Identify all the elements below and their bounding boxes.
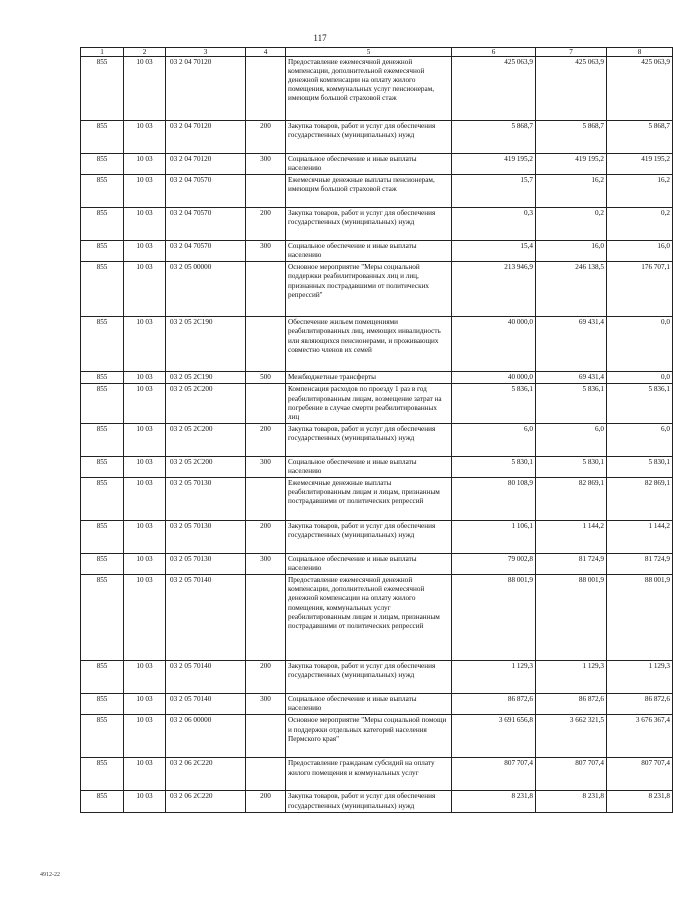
cell-admin-code: 855	[81, 241, 124, 262]
cell-expense-type	[246, 478, 286, 521]
cell-expense-type	[246, 57, 286, 121]
cell-admin-code: 855	[81, 456, 124, 477]
cell-section-code: 10 03	[124, 575, 166, 661]
cell-amount-year2: 246 138,5	[536, 262, 607, 317]
cell-description: Ежемесячные денежные выплаты пенсионерам, имеющим большой страховой стаж	[286, 175, 452, 208]
cell-description: Предоставление гражданам субсидий на оплату жилого помещения и коммунальных услуг	[286, 758, 452, 791]
cell-section-code: 10 03	[124, 208, 166, 241]
cell-description: Предоставление ежемесячной денежной компенсации, дополнительной ежемесячной денежной компенсации на оплату жилого помещения, коммунальных услуг пенсионерам, имеющим большой страховой стаж	[286, 57, 452, 121]
cell-section-code: 10 03	[124, 423, 166, 456]
cell-section-code: 10 03	[124, 694, 166, 715]
cell-expense-type	[246, 262, 286, 317]
table-row	[81, 456, 673, 477]
cell-description: Ежемесячные денежные выплаты реабилитированным лицам и лицам, признанным пострадавшими от политических репрессий	[286, 478, 452, 521]
cell-description: Компенсация расходов по проезду 1 раз в год реабилитированным лицам, возмещение затрат на погребение в случае смерти реабилитированных лиц	[286, 384, 452, 423]
cell-admin-code: 855	[81, 154, 124, 175]
cell-section-code: 10 03	[124, 478, 166, 521]
cell-amount-year1: 5 836,1	[452, 384, 536, 423]
table-row	[81, 661, 673, 694]
column-header: 3	[166, 48, 246, 57]
cell-admin-code: 855	[81, 262, 124, 317]
cell-amount-year3: 8 231,8	[607, 791, 673, 812]
cell-target-code: 03 2 04 70570	[166, 175, 246, 208]
cell-amount-year1: 15,7	[452, 175, 536, 208]
cell-target-code: 03 2 05 2С200	[166, 456, 246, 477]
cell-amount-year2: 82 869,1	[536, 478, 607, 521]
cell-amount-year1: 1 129,3	[452, 661, 536, 694]
cell-amount-year2: 5 836,1	[536, 384, 607, 423]
table-row	[81, 575, 673, 661]
column-header: 8	[607, 48, 673, 57]
cell-amount-year3: 1 144,2	[607, 521, 673, 554]
cell-amount-year1: 0,3	[452, 208, 536, 241]
cell-amount-year1: 5 830,1	[452, 456, 536, 477]
cell-amount-year2: 3 662 321,5	[536, 715, 607, 758]
cell-amount-year3: 16,2	[607, 175, 673, 208]
cell-target-code: 03 2 05 70130	[166, 521, 246, 554]
cell-amount-year1: 15,4	[452, 241, 536, 262]
cell-admin-code: 855	[81, 384, 124, 423]
cell-amount-year3: 3 676 367,4	[607, 715, 673, 758]
cell-target-code: 03 2 06 2С220	[166, 791, 246, 812]
cell-expense-type: 200	[246, 121, 286, 154]
cell-section-code: 10 03	[124, 241, 166, 262]
column-header: 6	[452, 48, 536, 57]
table-row	[81, 372, 673, 384]
cell-section-code: 10 03	[124, 384, 166, 423]
cell-expense-type: 300	[246, 694, 286, 715]
cell-amount-year2: 5 868,7	[536, 121, 607, 154]
header-row	[81, 48, 673, 57]
cell-expense-type: 300	[246, 554, 286, 575]
cell-description: Социальное обеспечение и иные выплаты населению	[286, 241, 452, 262]
table-row	[81, 208, 673, 241]
cell-target-code: 03 2 05 70140	[166, 661, 246, 694]
column-header: 4	[246, 48, 286, 57]
table-row	[81, 715, 673, 758]
cell-amount-year3: 1 129,3	[607, 661, 673, 694]
cell-expense-type: 300	[246, 241, 286, 262]
cell-expense-type: 300	[246, 456, 286, 477]
cell-section-code: 10 03	[124, 456, 166, 477]
cell-expense-type: 200	[246, 521, 286, 554]
cell-amount-year1: 1 106,1	[452, 521, 536, 554]
cell-target-code: 03 2 04 70120	[166, 121, 246, 154]
column-header: 5	[286, 48, 452, 57]
cell-section-code: 10 03	[124, 554, 166, 575]
cell-section-code: 10 03	[124, 791, 166, 812]
cell-expense-type: 300	[246, 154, 286, 175]
cell-description: Обеспечение жильем помещениями реабилитированных лиц, имеющих инвалидность или являющихся пенсионерами, и проживающих совместно членов их семей	[286, 317, 452, 372]
cell-expense-type	[246, 175, 286, 208]
cell-target-code: 03 2 04 70120	[166, 57, 246, 121]
cell-amount-year2: 419 195,2	[536, 154, 607, 175]
cell-amount-year3: 5 868,7	[607, 121, 673, 154]
cell-description: Закупка товаров, работ и услуг для обеспечения государственных (муниципальных) нужд	[286, 791, 452, 812]
cell-amount-year1: 425 063,9	[452, 57, 536, 121]
cell-description: Закупка товаров, работ и услуг для обеспечения государственных (муниципальных) нужд	[286, 423, 452, 456]
column-header: 1	[81, 48, 124, 57]
cell-amount-year3: 0,0	[607, 372, 673, 384]
cell-amount-year2: 69 431,4	[536, 372, 607, 384]
cell-admin-code: 855	[81, 694, 124, 715]
cell-section-code: 10 03	[124, 57, 166, 121]
cell-amount-year3: 419 195,2	[607, 154, 673, 175]
cell-amount-year1: 213 946,9	[452, 262, 536, 317]
cell-admin-code: 855	[81, 175, 124, 208]
cell-expense-type	[246, 317, 286, 372]
cell-admin-code: 855	[81, 575, 124, 661]
cell-target-code: 03 2 05 70130	[166, 554, 246, 575]
table-row	[81, 175, 673, 208]
cell-description: Предоставление ежемесячной денежной компенсации, дополнительной ежемесячной денежной компенсации на оплату жилого помещения, коммунальных услуг реабилитированным лицам и лицам, признанным пострадавшими от политических репрессий	[286, 575, 452, 661]
cell-amount-year3: 807 707,4	[607, 758, 673, 791]
cell-expense-type	[246, 575, 286, 661]
cell-amount-year1: 5 868,7	[452, 121, 536, 154]
table-row	[81, 121, 673, 154]
cell-admin-code: 855	[81, 715, 124, 758]
cell-amount-year3: 6,0	[607, 423, 673, 456]
cell-target-code: 03 2 05 2С190	[166, 317, 246, 372]
cell-amount-year1: 88 001,9	[452, 575, 536, 661]
cell-amount-year3: 5 836,1	[607, 384, 673, 423]
cell-admin-code: 855	[81, 521, 124, 554]
table-row	[81, 317, 673, 372]
column-header: 2	[124, 48, 166, 57]
cell-description: Закупка товаров, работ и услуг для обеспечения государственных (муниципальных) нужд	[286, 661, 452, 694]
cell-amount-year2: 1 129,3	[536, 661, 607, 694]
table-row	[81, 694, 673, 715]
cell-expense-type: 200	[246, 208, 286, 241]
table-row	[81, 521, 673, 554]
cell-expense-type: 500	[246, 372, 286, 384]
cell-target-code: 03 2 05 70140	[166, 575, 246, 661]
cell-section-code: 10 03	[124, 175, 166, 208]
table-row	[81, 423, 673, 456]
cell-section-code: 10 03	[124, 154, 166, 175]
table-row	[81, 478, 673, 521]
page-number: 117	[313, 33, 327, 43]
cell-description: Межбюджетные трансферты	[286, 372, 452, 384]
cell-admin-code: 855	[81, 423, 124, 456]
cell-target-code: 03 2 05 2С200	[166, 423, 246, 456]
table-row	[81, 154, 673, 175]
cell-description: Закупка товаров, работ и услуг для обеспечения государственных (муниципальных) нужд	[286, 121, 452, 154]
cell-amount-year1: 80 108,9	[452, 478, 536, 521]
cell-amount-year2: 1 144,2	[536, 521, 607, 554]
cell-amount-year1: 3 691 656,8	[452, 715, 536, 758]
cell-amount-year2: 86 872,6	[536, 694, 607, 715]
table-row	[81, 262, 673, 317]
cell-amount-year2: 69 431,4	[536, 317, 607, 372]
cell-amount-year1: 807 707,4	[452, 758, 536, 791]
cell-admin-code: 855	[81, 661, 124, 694]
cell-admin-code: 855	[81, 372, 124, 384]
cell-expense-type: 200	[246, 661, 286, 694]
cell-amount-year1: 79 002,8	[452, 554, 536, 575]
cell-description: Закупка товаров, работ и услуг для обеспечения государственных (муниципальных) нужд	[286, 208, 452, 241]
cell-admin-code: 855	[81, 317, 124, 372]
cell-amount-year1: 40 000,0	[452, 372, 536, 384]
cell-amount-year3: 5 830,1	[607, 456, 673, 477]
cell-amount-year3: 16,0	[607, 241, 673, 262]
cell-target-code: 03 2 06 00000	[166, 715, 246, 758]
cell-amount-year2: 807 707,4	[536, 758, 607, 791]
table-row	[81, 241, 673, 262]
cell-admin-code: 855	[81, 791, 124, 812]
cell-amount-year3: 0,0	[607, 317, 673, 372]
cell-amount-year2: 88 001,9	[536, 575, 607, 661]
table-row	[81, 758, 673, 791]
cell-amount-year2: 5 830,1	[536, 456, 607, 477]
budget-table	[80, 47, 673, 813]
cell-section-code: 10 03	[124, 317, 166, 372]
table-row	[81, 554, 673, 575]
cell-amount-year2: 6,0	[536, 423, 607, 456]
column-header: 7	[536, 48, 607, 57]
cell-amount-year2: 425 063,9	[536, 57, 607, 121]
cell-description: Социальное обеспечение и иные выплаты населению	[286, 154, 452, 175]
cell-target-code: 03 2 06 2С220	[166, 758, 246, 791]
cell-expense-type	[246, 715, 286, 758]
cell-expense-type: 200	[246, 423, 286, 456]
cell-admin-code: 855	[81, 554, 124, 575]
cell-admin-code: 855	[81, 478, 124, 521]
cell-amount-year3: 81 724,9	[607, 554, 673, 575]
cell-amount-year1: 419 195,2	[452, 154, 536, 175]
cell-expense-type: 200	[246, 791, 286, 812]
cell-expense-type	[246, 384, 286, 423]
cell-description: Основное мероприятие "Меры социальной помощи и поддержки отдельных категорий населения Пермского края"	[286, 715, 452, 758]
cell-section-code: 10 03	[124, 372, 166, 384]
cell-admin-code: 855	[81, 57, 124, 121]
cell-amount-year3: 0,2	[607, 208, 673, 241]
cell-target-code: 03 2 05 70130	[166, 478, 246, 521]
cell-amount-year2: 81 724,9	[536, 554, 607, 575]
table-row	[81, 57, 673, 121]
cell-target-code: 03 2 05 2С190	[166, 372, 246, 384]
cell-amount-year2: 0,2	[536, 208, 607, 241]
cell-description: Социальное обеспечение и иные выплаты населению	[286, 694, 452, 715]
cell-amount-year3: 88 001,9	[607, 575, 673, 661]
cell-section-code: 10 03	[124, 521, 166, 554]
cell-description: Социальное обеспечение и иные выплаты населению	[286, 554, 452, 575]
cell-amount-year1: 86 872,6	[452, 694, 536, 715]
cell-amount-year2: 16,2	[536, 175, 607, 208]
cell-amount-year3: 425 063,9	[607, 57, 673, 121]
cell-target-code: 03 2 05 00000	[166, 262, 246, 317]
cell-target-code: 03 2 04 70120	[166, 154, 246, 175]
cell-section-code: 10 03	[124, 121, 166, 154]
cell-description: Социальное обеспечение и иные выплаты населению	[286, 456, 452, 477]
table-row	[81, 384, 673, 423]
cell-amount-year2: 16,0	[536, 241, 607, 262]
cell-description: Закупка товаров, работ и услуг для обеспечения государственных (муниципальных) нужд	[286, 521, 452, 554]
cell-expense-type	[246, 758, 286, 791]
table-row	[81, 791, 673, 812]
cell-target-code: 03 2 05 70140	[166, 694, 246, 715]
cell-amount-year3: 82 869,1	[607, 478, 673, 521]
cell-description: Основное мероприятие "Меры социальной поддержки реабилитированных лиц и лиц, признанных пострадавшими от политических репрессий"	[286, 262, 452, 317]
cell-admin-code: 855	[81, 121, 124, 154]
footer-code: 4912-22	[40, 872, 60, 878]
cell-amount-year1: 6,0	[452, 423, 536, 456]
cell-section-code: 10 03	[124, 758, 166, 791]
cell-admin-code: 855	[81, 758, 124, 791]
cell-target-code: 03 2 05 2С200	[166, 384, 246, 423]
cell-section-code: 10 03	[124, 262, 166, 317]
cell-section-code: 10 03	[124, 715, 166, 758]
cell-amount-year1: 8 231,8	[452, 791, 536, 812]
cell-amount-year3: 176 707,1	[607, 262, 673, 317]
cell-amount-year2: 8 231,8	[536, 791, 607, 812]
cell-target-code: 03 2 04 70570	[166, 241, 246, 262]
cell-amount-year1: 40 000,0	[452, 317, 536, 372]
cell-section-code: 10 03	[124, 661, 166, 694]
cell-amount-year3: 86 872,6	[607, 694, 673, 715]
cell-target-code: 03 2 04 70570	[166, 208, 246, 241]
cell-admin-code: 855	[81, 208, 124, 241]
